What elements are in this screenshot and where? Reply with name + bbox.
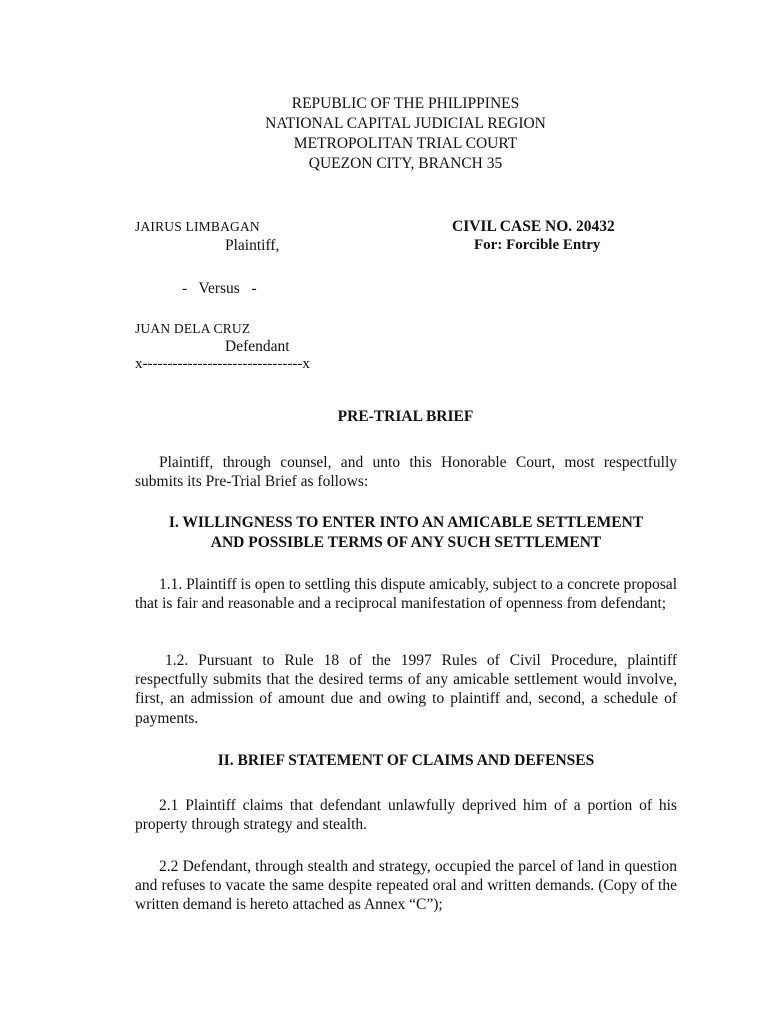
court-line-region: NATIONAL CAPITAL JUDICIAL REGION <box>265 115 546 132</box>
paragraph-2-2-text: 2.2 Defendant, through stealth and strategy, occupied the parcel of land in question and refuses to vacate the same despite repeated oral and written demands. (Copy of the written demand is hereto attached as Annex “C”); <box>135 858 677 914</box>
paragraph-1-1-text: 1.1. Plaintiff is open to settling this dispute amicably, subject to a concrete proposal that is fair and reasonable and a reciprocal manifestation of openness from defendant; <box>135 576 677 613</box>
case-number: CIVIL CASE NO. 20432 <box>452 218 615 235</box>
caption-separator: x--------------------------------x <box>135 356 310 372</box>
section-1-heading-line2: AND POSSIBLE TERMS OF ANY SUCH SETTLEMENT <box>210 534 602 551</box>
defendant-name: JUAN DELA CRUZ <box>135 321 251 336</box>
paragraph-2-2 <box>135 857 677 915</box>
plaintiff-name: JAIRUS LIMBAGAN <box>135 219 260 234</box>
intro-text: Plaintiff, through counsel, and unto this Honorable Court, most respectfully submits its Pre-Trial Brief as follows: <box>135 454 677 491</box>
court-line-court: METROPOLITAN TRIAL COURT <box>293 135 518 152</box>
section-2-heading-text: II. BRIEF STATEMENT OF CLAIMS AND DEFENSES <box>217 752 595 769</box>
section-2-heading <box>135 751 677 771</box>
defendant-role: Defendant <box>225 338 290 355</box>
paragraph-2-1 <box>135 796 677 834</box>
case-nature: For: Forcible Entry <box>474 237 601 253</box>
versus-label: - Versus - <box>182 280 257 297</box>
paragraph-1-2-text: 1.2. Pursuant to Rule 18 of the 1997 Rules of Civil Procedure, plaintiff respectfully submits that the desired terms of any amicable settlement would involve, first, an admission of amount due and owing to plaintiff and, second, a schedule of payments. <box>135 652 677 727</box>
paragraph-1-1 <box>135 575 677 613</box>
plaintiff-role: Plaintiff, <box>225 237 280 254</box>
paragraph-2-1-text: 2.1 Plaintiff claims that defendant unlawfully deprived him of a portion of his property through strategy and stealth. <box>135 797 677 834</box>
section-1-heading <box>135 513 677 553</box>
court-line-branch: QUEZON CITY, BRANCH 35 <box>308 155 503 172</box>
paragraph-1-2 <box>135 651 677 728</box>
section-1-heading-line1: I. WILLINGNESS TO ENTER INTO AN AMICABLE SETTLEMENT <box>168 514 644 531</box>
court-header <box>0 94 768 174</box>
document-title: PRE-TRIAL BRIEF <box>337 408 474 425</box>
court-line-republic: REPUBLIC OF THE PHILIPPINES <box>291 95 520 112</box>
intro-paragraph <box>135 453 677 491</box>
